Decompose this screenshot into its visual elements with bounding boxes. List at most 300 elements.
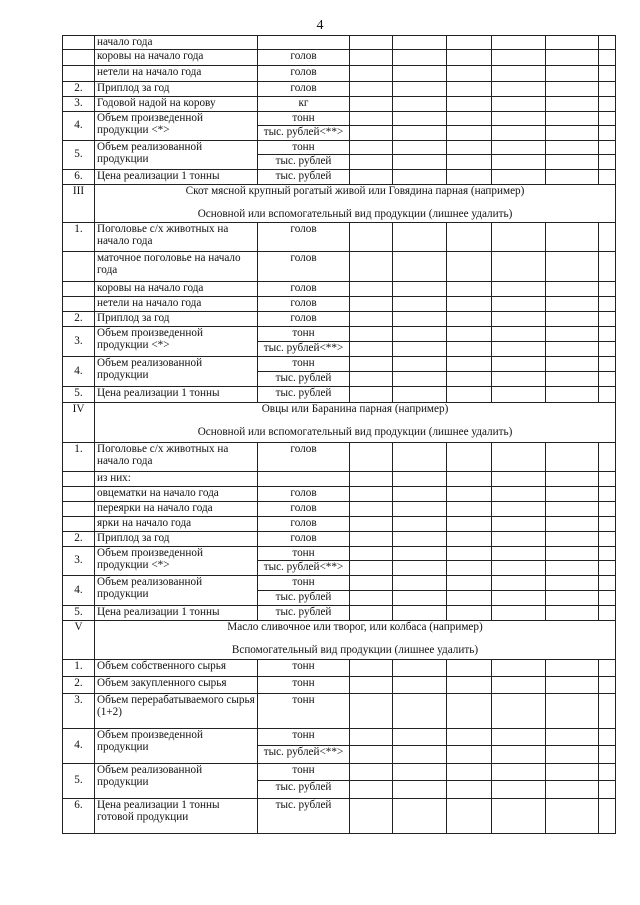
value-cell[interactable] [350, 125, 393, 140]
indicator-name: Поголовье с/х животных на начало года [95, 222, 258, 251]
row-number: 2. [63, 81, 95, 96]
value-cell[interactable] [492, 745, 546, 763]
indicator-name: Цена реализации 1 тонны [95, 169, 258, 184]
value-cell[interactable] [599, 516, 616, 531]
value-cell[interactable] [350, 296, 393, 311]
section-subtitle: Основной или вспомогательный вид продукции (лишнее удалить) [197, 425, 513, 438]
value-cell[interactable] [599, 676, 616, 693]
value-cell[interactable] [546, 531, 599, 546]
value-cell[interactable] [447, 676, 492, 693]
value-cell[interactable] [393, 96, 447, 111]
value-cell[interactable] [447, 763, 492, 780]
value-cell[interactable] [447, 49, 492, 65]
value-cell[interactable] [599, 728, 616, 745]
value-cell[interactable] [393, 356, 447, 371]
value-cell[interactable] [447, 140, 492, 154]
value-cell[interactable] [447, 590, 492, 605]
value-cell[interactable] [546, 798, 599, 833]
unit-of-measure: тонн [258, 326, 350, 341]
indicator-name: Объем произведенной продукции <*> [95, 111, 258, 140]
value-cell[interactable] [447, 560, 492, 575]
value-cell[interactable] [599, 222, 616, 251]
value-cell[interactable] [393, 49, 447, 65]
value-cell[interactable] [350, 590, 393, 605]
value-cell[interactable] [546, 371, 599, 386]
value-cell[interactable] [546, 36, 599, 50]
indicator-name: Цена реализации 1 тонны готовой продукции [95, 798, 258, 833]
value-cell[interactable] [447, 296, 492, 311]
value-cell[interactable] [546, 356, 599, 371]
row-number: 6. [63, 169, 95, 184]
value-cell[interactable] [350, 281, 393, 296]
value-cell[interactable] [599, 251, 616, 281]
value-cell[interactable] [492, 575, 546, 590]
value-cell[interactable] [492, 471, 546, 486]
value-cell[interactable] [599, 763, 616, 780]
value-cell[interactable] [393, 659, 447, 676]
value-cell[interactable] [393, 169, 447, 184]
value-cell[interactable] [492, 560, 546, 575]
value-cell[interactable] [393, 222, 447, 251]
value-cell[interactable] [447, 125, 492, 140]
value-cell[interactable] [393, 560, 447, 575]
value-cell[interactable] [393, 442, 447, 471]
value-cell[interactable] [546, 471, 599, 486]
indicator-name: Цена реализации 1 тонны [95, 386, 258, 402]
value-cell[interactable] [492, 326, 546, 341]
value-cell[interactable] [546, 780, 599, 798]
value-cell[interactable] [599, 605, 616, 620]
value-cell[interactable] [599, 140, 616, 154]
value-cell[interactable] [447, 780, 492, 798]
unit-of-measure: голов [258, 222, 350, 251]
page-number: 4 [316, 18, 324, 33]
value-cell[interactable] [599, 386, 616, 402]
value-cell[interactable] [447, 96, 492, 111]
value-cell[interactable] [599, 560, 616, 575]
value-cell[interactable] [393, 65, 447, 81]
row-number: 5. [63, 763, 95, 798]
value-cell[interactable] [350, 693, 393, 728]
indicator-name: Объем перерабатываемого сырья (1+2) [95, 693, 258, 728]
value-cell[interactable] [546, 311, 599, 326]
value-cell[interactable] [546, 605, 599, 620]
value-cell[interactable] [447, 531, 492, 546]
value-cell[interactable] [393, 311, 447, 326]
value-cell[interactable] [447, 693, 492, 728]
value-cell[interactable] [546, 296, 599, 311]
indicator-name: Цена реализации 1 тонны [95, 605, 258, 620]
value-cell[interactable] [492, 140, 546, 154]
value-cell[interactable] [599, 659, 616, 676]
unit-of-measure: тыс. рублей [258, 371, 350, 386]
value-cell[interactable] [546, 590, 599, 605]
table-row [63, 659, 616, 676]
value-cell[interactable] [393, 36, 447, 50]
value-cell[interactable] [393, 605, 447, 620]
value-cell[interactable] [492, 546, 546, 560]
value-cell[interactable] [599, 296, 616, 311]
row-number [63, 296, 95, 311]
value-cell[interactable] [447, 65, 492, 81]
value-cell[interactable] [393, 501, 447, 516]
value-cell[interactable] [546, 516, 599, 531]
unit-of-measure: тыс. рублей [258, 780, 350, 798]
value-cell[interactable] [546, 659, 599, 676]
row-number: 4. [63, 111, 95, 140]
value-cell[interactable] [350, 311, 393, 326]
value-cell[interactable] [447, 222, 492, 251]
unit-of-measure: голов [258, 65, 350, 81]
unit-of-measure: тонн [258, 546, 350, 560]
value-cell[interactable] [350, 471, 393, 486]
value-cell[interactable] [599, 49, 616, 65]
value-cell[interactable] [350, 169, 393, 184]
value-cell[interactable] [447, 728, 492, 745]
unit-of-measure: тыс. рублей<**> [258, 341, 350, 356]
value-cell[interactable] [599, 154, 616, 169]
value-cell[interactable] [546, 442, 599, 471]
value-cell[interactable] [599, 281, 616, 296]
value-cell[interactable] [447, 251, 492, 281]
unit-of-measure: тыс. рублей<**> [258, 560, 350, 575]
value-cell[interactable] [546, 676, 599, 693]
value-cell[interactable] [599, 442, 616, 471]
value-cell[interactable] [546, 575, 599, 590]
value-cell[interactable] [599, 745, 616, 763]
indicator-name: Годовой надой на корову [95, 96, 258, 111]
value-cell[interactable] [599, 111, 616, 125]
row-number: 3. [63, 546, 95, 575]
value-cell[interactable] [492, 169, 546, 184]
value-cell[interactable] [546, 386, 599, 402]
value-cell[interactable] [599, 326, 616, 341]
value-cell[interactable] [492, 605, 546, 620]
value-cell[interactable] [492, 371, 546, 386]
row-number: 4. [63, 728, 95, 763]
row-number: 2. [63, 311, 95, 326]
value-cell[interactable] [447, 501, 492, 516]
value-cell[interactable] [546, 140, 599, 154]
value-cell[interactable] [350, 222, 393, 251]
value-cell[interactable] [447, 281, 492, 296]
value-cell[interactable] [492, 728, 546, 745]
value-cell[interactable] [393, 516, 447, 531]
value-cell[interactable] [447, 111, 492, 125]
value-cell[interactable] [393, 471, 447, 486]
row-number: 3. [63, 693, 95, 728]
value-cell[interactable] [350, 386, 393, 402]
value-cell[interactable] [350, 745, 393, 763]
value-cell[interactable] [350, 36, 393, 50]
value-cell[interactable] [492, 154, 546, 169]
value-cell[interactable] [393, 546, 447, 560]
value-cell[interactable] [546, 693, 599, 728]
value-cell[interactable] [350, 442, 393, 471]
value-cell[interactable] [546, 281, 599, 296]
value-cell[interactable] [492, 36, 546, 50]
value-cell[interactable] [350, 659, 393, 676]
value-cell[interactable] [599, 590, 616, 605]
value-cell[interactable] [350, 65, 393, 81]
unit-of-measure: тыс. рублей [258, 605, 350, 620]
value-cell[interactable] [350, 501, 393, 516]
value-cell[interactable] [447, 356, 492, 371]
table-row [63, 386, 616, 402]
value-cell[interactable] [599, 693, 616, 728]
indicator-name: маточное поголовье на начало года [95, 251, 258, 281]
value-cell[interactable] [350, 546, 393, 560]
value-cell[interactable] [350, 49, 393, 65]
value-cell[interactable] [447, 659, 492, 676]
value-cell[interactable] [350, 96, 393, 111]
value-cell[interactable] [492, 96, 546, 111]
value-cell[interactable] [492, 798, 546, 833]
value-cell[interactable] [492, 486, 546, 501]
value-cell[interactable] [350, 605, 393, 620]
value-cell[interactable] [546, 745, 599, 763]
unit-of-measure: голов [258, 486, 350, 501]
indicator-name: Объем произведенной продукции <*> [95, 326, 258, 356]
value-cell[interactable] [350, 356, 393, 371]
value-cell[interactable] [599, 501, 616, 516]
value-cell[interactable] [599, 81, 616, 96]
value-cell[interactable] [546, 125, 599, 140]
value-cell[interactable] [393, 341, 447, 356]
value-cell[interactable] [447, 516, 492, 531]
indicator-name: переярки на начало года [95, 501, 258, 516]
value-cell[interactable] [393, 798, 447, 833]
value-cell[interactable] [599, 371, 616, 386]
value-cell[interactable] [350, 676, 393, 693]
row-number [63, 281, 95, 296]
value-cell[interactable] [447, 341, 492, 356]
unit-of-measure: голов [258, 501, 350, 516]
value-cell[interactable] [350, 111, 393, 125]
value-cell[interactable] [393, 676, 447, 693]
value-cell[interactable] [447, 471, 492, 486]
value-cell[interactable] [393, 281, 447, 296]
value-cell[interactable] [447, 169, 492, 184]
value-cell[interactable] [599, 780, 616, 798]
value-cell[interactable] [447, 81, 492, 96]
value-cell[interactable] [492, 296, 546, 311]
value-cell[interactable] [546, 326, 599, 341]
value-cell[interactable] [350, 798, 393, 833]
value-cell[interactable] [350, 575, 393, 590]
value-cell[interactable] [492, 341, 546, 356]
value-cell[interactable] [447, 154, 492, 169]
value-cell[interactable] [492, 780, 546, 798]
value-cell[interactable] [492, 531, 546, 546]
value-cell[interactable] [393, 763, 447, 780]
value-cell[interactable] [546, 763, 599, 780]
value-cell[interactable] [393, 251, 447, 281]
value-cell[interactable] [447, 546, 492, 560]
row-number: 1. [63, 442, 95, 471]
value-cell[interactable] [447, 311, 492, 326]
unit-of-measure: тонн [258, 356, 350, 371]
value-cell[interactable] [492, 516, 546, 531]
value-cell[interactable] [546, 728, 599, 745]
value-cell[interactable] [599, 798, 616, 833]
value-cell[interactable] [492, 251, 546, 281]
value-cell[interactable] [492, 281, 546, 296]
value-cell[interactable] [393, 125, 447, 140]
value-cell[interactable] [350, 780, 393, 798]
value-cell[interactable] [350, 560, 393, 575]
value-cell[interactable] [599, 169, 616, 184]
unit-of-measure: голов [258, 281, 350, 296]
value-cell[interactable] [350, 140, 393, 154]
value-cell[interactable] [546, 560, 599, 575]
value-cell[interactable] [546, 501, 599, 516]
value-cell[interactable] [492, 111, 546, 125]
value-cell[interactable] [393, 111, 447, 125]
value-cell[interactable] [546, 96, 599, 111]
value-cell[interactable] [546, 154, 599, 169]
value-cell[interactable] [350, 81, 393, 96]
value-cell[interactable] [492, 693, 546, 728]
unit-of-measure: голов [258, 442, 350, 471]
value-cell[interactable] [546, 486, 599, 501]
value-cell[interactable] [447, 745, 492, 763]
table-row [63, 281, 616, 296]
value-cell[interactable] [599, 471, 616, 486]
row-number: 5. [63, 140, 95, 169]
value-cell[interactable] [492, 49, 546, 65]
value-cell[interactable] [447, 605, 492, 620]
value-cell[interactable] [393, 780, 447, 798]
value-cell[interactable] [599, 486, 616, 501]
value-cell[interactable] [492, 501, 546, 516]
value-cell[interactable] [546, 341, 599, 356]
value-cell[interactable] [350, 251, 393, 281]
row-number: 5. [63, 605, 95, 620]
row-number: 2. [63, 531, 95, 546]
indicator-name: нетели на начало года [95, 65, 258, 81]
value-cell[interactable] [447, 326, 492, 341]
section-subtitle: Основной или вспомогательный вид продукции (лишнее удалить) [197, 207, 513, 220]
value-cell[interactable] [447, 486, 492, 501]
value-cell[interactable] [599, 531, 616, 546]
unit-of-measure: голов [258, 81, 350, 96]
value-cell[interactable] [393, 296, 447, 311]
value-cell[interactable] [350, 486, 393, 501]
row-number [63, 501, 95, 516]
value-cell[interactable] [393, 575, 447, 590]
value-cell[interactable] [350, 341, 393, 356]
value-cell[interactable] [546, 111, 599, 125]
value-cell[interactable] [599, 341, 616, 356]
value-cell[interactable] [393, 531, 447, 546]
value-cell[interactable] [393, 154, 447, 169]
value-cell[interactable] [393, 745, 447, 763]
value-cell[interactable] [599, 36, 616, 50]
value-cell[interactable] [546, 222, 599, 251]
value-cell[interactable] [492, 386, 546, 402]
value-cell[interactable] [492, 442, 546, 471]
value-cell[interactable] [492, 590, 546, 605]
value-cell[interactable] [393, 590, 447, 605]
section-subtitle: Вспомогательный вид продукции (лишнее удалить) [231, 643, 479, 656]
value-cell[interactable] [447, 798, 492, 833]
value-cell[interactable] [447, 371, 492, 386]
value-cell[interactable] [492, 676, 546, 693]
value-cell[interactable] [447, 36, 492, 50]
value-cell[interactable] [492, 659, 546, 676]
value-cell[interactable] [447, 386, 492, 402]
value-cell[interactable] [492, 763, 546, 780]
section-roman-numeral: V [63, 620, 95, 659]
value-cell[interactable] [393, 140, 447, 154]
value-cell[interactable] [447, 575, 492, 590]
unit-of-measure: голов [258, 296, 350, 311]
value-cell[interactable] [546, 49, 599, 65]
value-cell[interactable] [546, 169, 599, 184]
value-cell[interactable] [447, 442, 492, 471]
indicator-name: Приплод за год [95, 311, 258, 326]
value-cell[interactable] [546, 81, 599, 96]
indicator-name: Приплод за год [95, 81, 258, 96]
value-cell[interactable] [350, 516, 393, 531]
value-cell[interactable] [599, 65, 616, 81]
unit-of-measure: тыс. рублей<**> [258, 125, 350, 140]
value-cell[interactable] [393, 486, 447, 501]
value-cell[interactable] [492, 356, 546, 371]
indicator-name: коровы на начало года [95, 281, 258, 296]
value-cell[interactable] [393, 326, 447, 341]
value-cell[interactable] [350, 763, 393, 780]
value-cell[interactable] [492, 125, 546, 140]
value-cell[interactable] [350, 154, 393, 169]
value-cell[interactable] [546, 65, 599, 81]
value-cell[interactable] [393, 81, 447, 96]
indicator-name: овцематки на начало года [95, 486, 258, 501]
value-cell[interactable] [599, 96, 616, 111]
value-cell[interactable] [393, 728, 447, 745]
value-cell[interactable] [492, 222, 546, 251]
value-cell[interactable] [599, 546, 616, 560]
table-row [63, 296, 616, 311]
value-cell[interactable] [546, 251, 599, 281]
indicator-name: Объем реализованной продукции [95, 763, 258, 798]
value-cell[interactable] [599, 356, 616, 371]
value-cell[interactable] [350, 326, 393, 341]
value-cell[interactable] [393, 371, 447, 386]
unit-of-measure: голов [258, 311, 350, 326]
value-cell[interactable] [599, 311, 616, 326]
unit-of-measure [258, 471, 350, 486]
value-cell[interactable] [350, 728, 393, 745]
value-cell[interactable] [599, 125, 616, 140]
section-title: Скот мясной крупный рогатый живой или Говядина парная (например) [185, 184, 525, 197]
table-row [63, 531, 616, 546]
value-cell[interactable] [393, 386, 447, 402]
row-number: 1. [63, 659, 95, 676]
row-number: 1. [63, 222, 95, 251]
value-cell[interactable] [350, 371, 393, 386]
value-cell[interactable] [350, 531, 393, 546]
value-cell[interactable] [492, 65, 546, 81]
row-number: 5. [63, 386, 95, 402]
value-cell[interactable] [393, 693, 447, 728]
indicator-name: коровы на начало года [95, 49, 258, 65]
value-cell[interactable] [599, 575, 616, 590]
value-cell[interactable] [546, 546, 599, 560]
value-cell[interactable] [492, 81, 546, 96]
value-cell[interactable] [492, 311, 546, 326]
